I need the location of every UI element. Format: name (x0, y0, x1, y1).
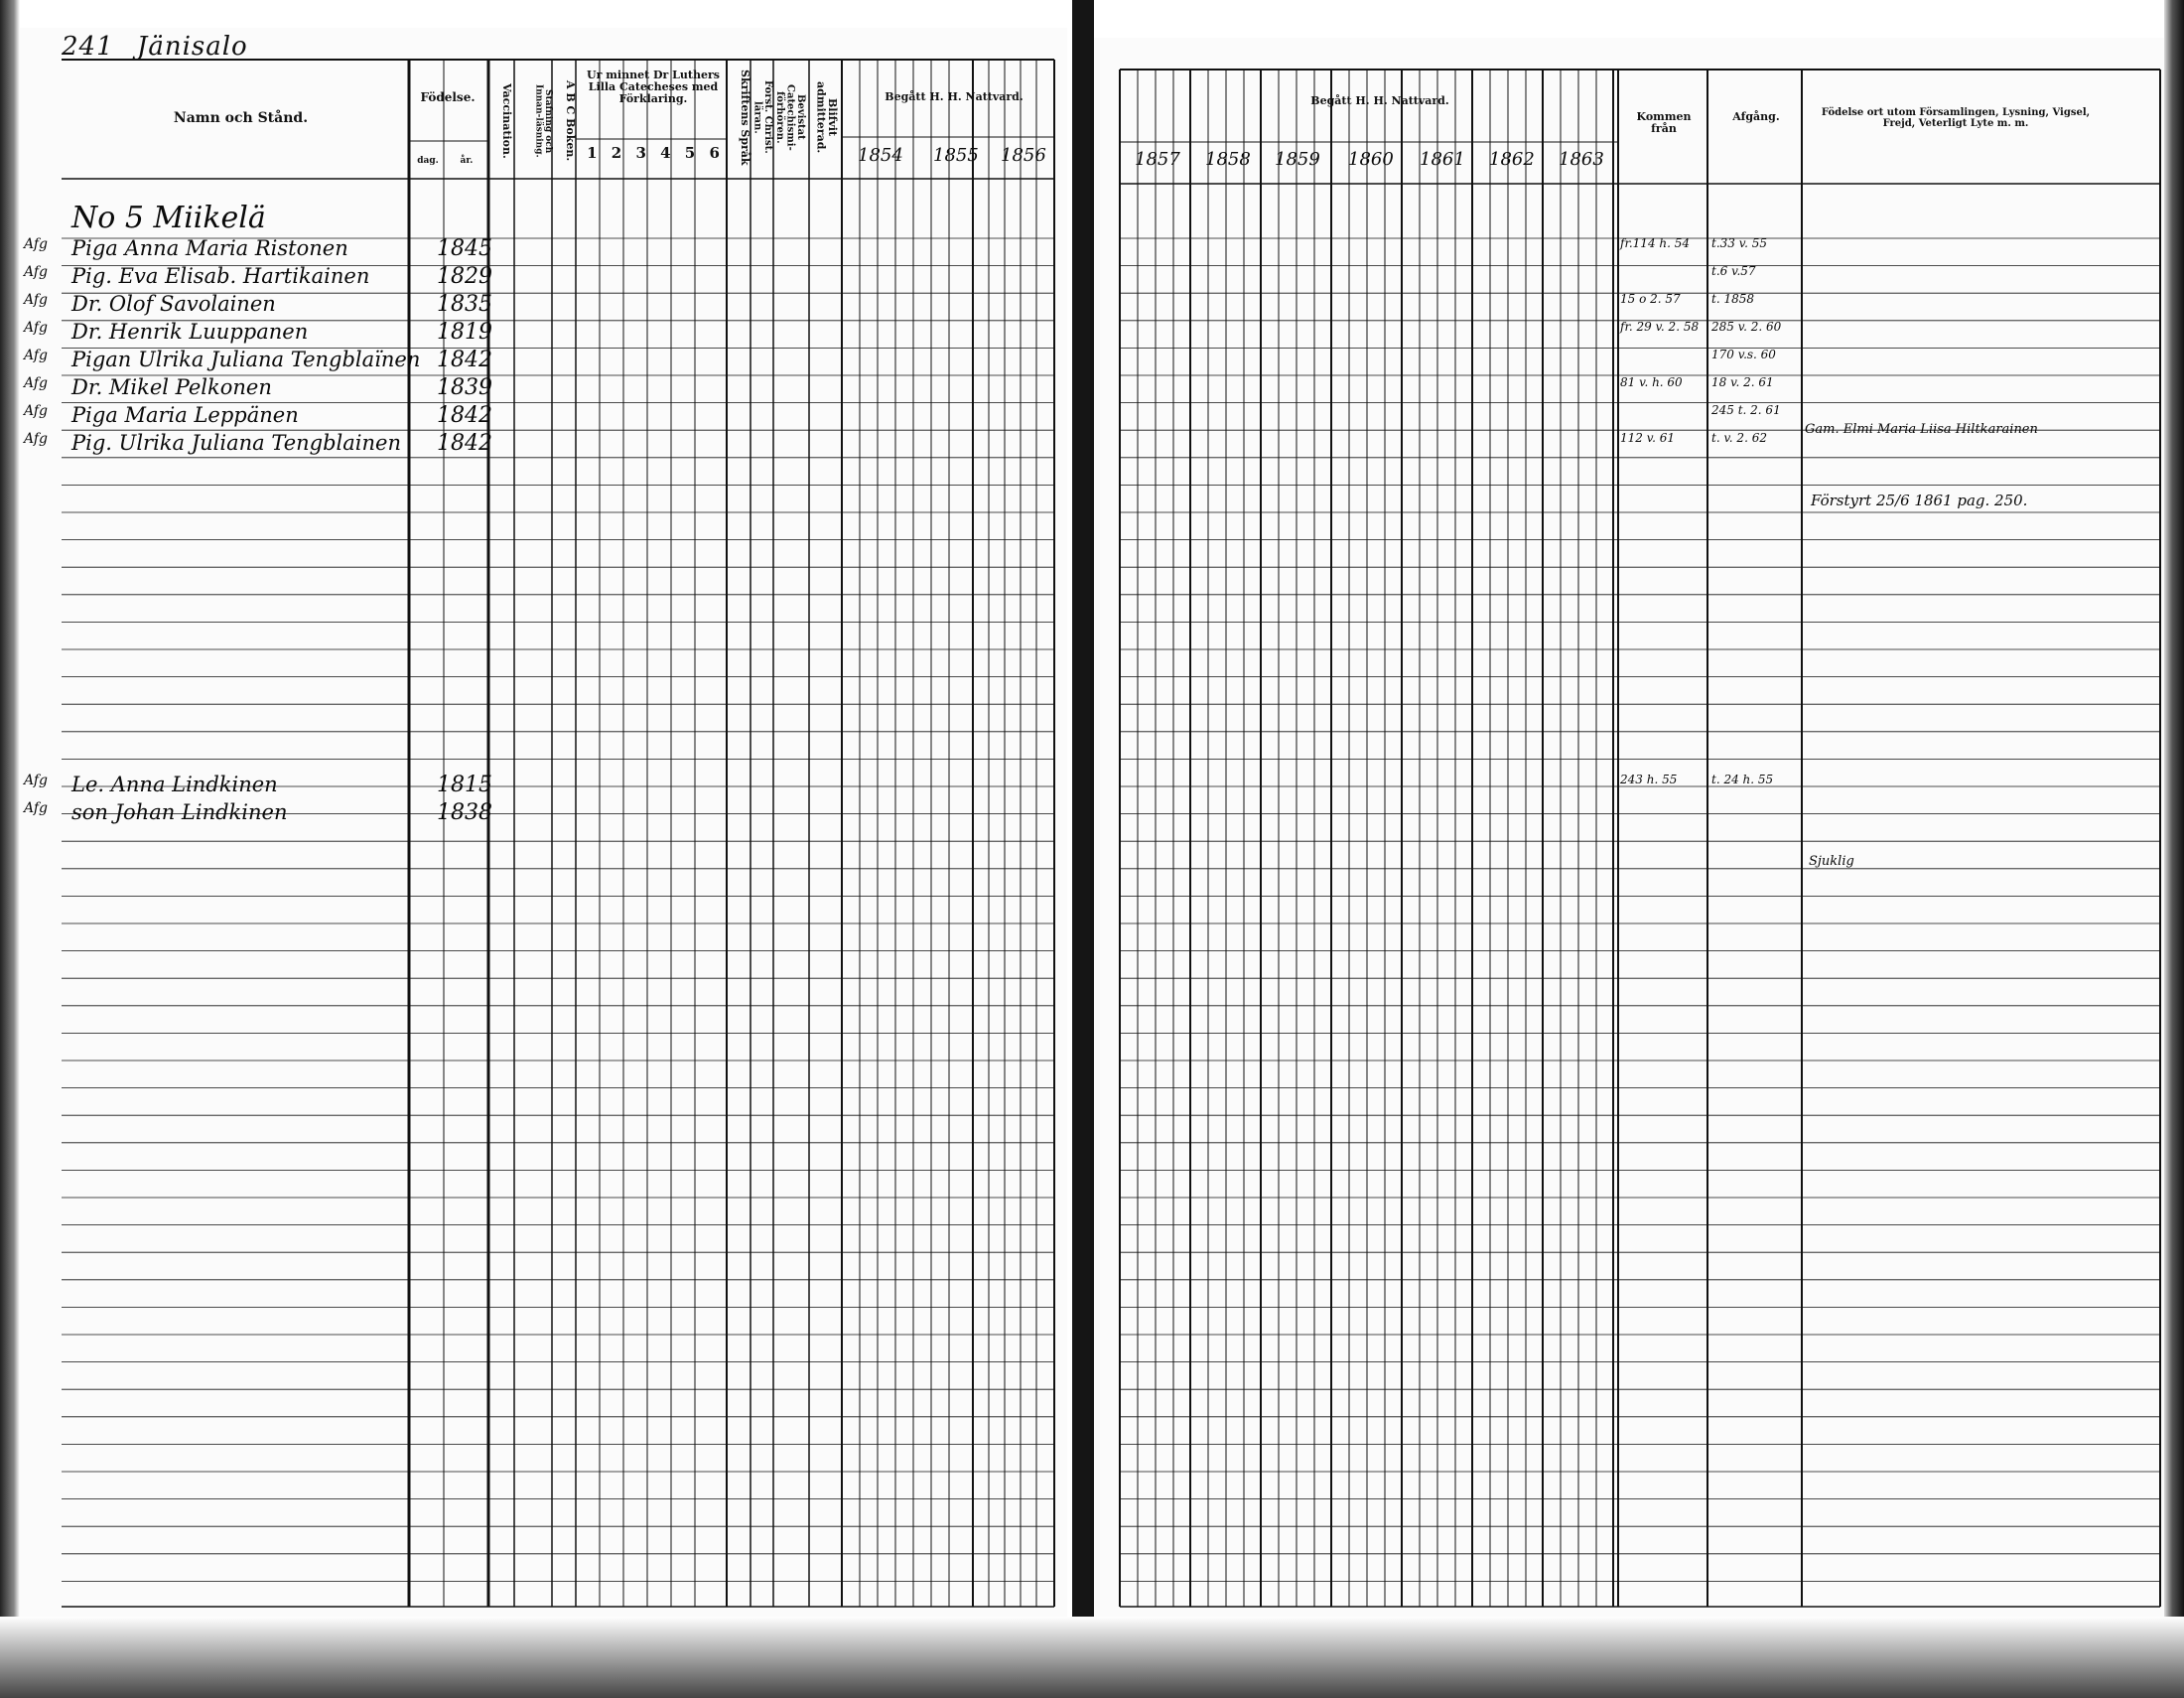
arrived-from: fr. 29 v. 2. 58 (1620, 320, 1700, 334)
catechism-number: 2 (611, 144, 622, 162)
year-label: 1854 (858, 145, 903, 166)
header-arrived-from: Kommen från (1636, 110, 1692, 136)
page-number: 241 (62, 32, 114, 62)
header-vaccination: Vaccination. (500, 83, 513, 159)
birth-year: 1815 (437, 773, 492, 797)
person-name: Dr. Henrik Luuppanen (71, 320, 309, 344)
household-title: No 5 Miikelä (71, 201, 266, 235)
header-birth-day: dag. (417, 156, 439, 166)
arrived-from: 243 h. 55 (1620, 773, 1678, 786)
header-birth: Födelse. (420, 90, 476, 104)
catechism-number: 3 (635, 144, 646, 162)
header-scripture: Skriftens Språk (739, 69, 751, 166)
person-name: Piga Maria Leppänen (71, 403, 299, 427)
header-catechism-hearings: Bevistat Catechismi-förhören. (774, 83, 806, 151)
year-label: 1856 (1001, 145, 1046, 166)
row-mark: Afg (24, 773, 49, 788)
person-name: Le. Anna Lindkinen (71, 773, 278, 796)
row-mark: Afg (24, 800, 49, 816)
person-name: Dr. Olof Savolainen (71, 292, 276, 316)
catechism-number: 1 (587, 144, 598, 162)
catechism-number: 4 (660, 144, 671, 162)
person-name: son Johan Lindkinen (71, 800, 288, 824)
birth-year: 1819 (437, 320, 492, 345)
year-label: 1863 (1559, 149, 1604, 170)
header-remarks: Födelse ort utom Församlingen, Lysning, Vigsel, Frejd, Veterligt Lyte m. m. (1821, 107, 2091, 129)
remark-text: Sjuklig (1809, 854, 1854, 869)
catechism-number-row (580, 145, 727, 169)
catechism-number: 6 (709, 144, 720, 162)
person-name: Pig. Eva Elisab. Hartikainen (71, 264, 370, 288)
year-label: 1859 (1275, 149, 1320, 170)
departed-date: t. v. 2. 62 (1711, 431, 1767, 445)
arrived-from: fr.114 h. 54 (1620, 236, 1691, 250)
birth-year: 1842 (437, 348, 492, 372)
row-mark: Afg (24, 320, 49, 336)
row-mark: Afg (24, 236, 49, 252)
header-christendom: Först. Christ. läran. (751, 80, 773, 154)
header-catechism: Ur minnet Dr Luthers Lilla Catecheses med Förklaring. (587, 69, 720, 106)
row-mark: Afg (24, 375, 49, 391)
birth-year: 1845 (437, 236, 492, 261)
remark-text: Gam. Elmi Maria Liisa Hiltkarainen (1805, 422, 2038, 437)
departed-date: 285 v. 2. 60 (1711, 320, 1782, 334)
departed-date: 170 v.s. 60 (1711, 348, 1776, 361)
header-abc-book: A B C Boken. (564, 80, 577, 162)
arrived-from: 81 v. h. 60 (1620, 375, 1683, 389)
year-label: 1858 (1205, 149, 1251, 170)
birth-year: 1842 (437, 431, 492, 456)
birth-year: 1838 (437, 800, 492, 825)
header-communion-left: Begått H. H. Nattvard. (885, 90, 1024, 103)
departed-date: t.33 v. 55 (1711, 236, 1767, 250)
place-name: Jänisalo (136, 32, 248, 62)
birth-year: 1829 (437, 264, 492, 289)
catechism-number: 5 (684, 144, 696, 162)
departed-date: t.6 v.57 (1711, 264, 1756, 278)
row-mark: Afg (24, 292, 49, 308)
year-label: 1862 (1489, 149, 1535, 170)
year-label: 1857 (1135, 149, 1180, 170)
header-admitted: Blifvit admitterad. (814, 80, 839, 154)
arrived-from: 15 o 2. 57 (1620, 292, 1681, 306)
page-number-line (62, 32, 248, 62)
person-name: Pigan Ulrika Juliana Tengblaïnen (71, 348, 421, 371)
row-mark: Afg (24, 264, 49, 280)
person-name: Pig. Ulrika Juliana Tengblainen (71, 431, 401, 455)
header-communion-right: Begått H. H. Nattvard. (1310, 94, 1449, 107)
row-mark: Afg (24, 431, 49, 447)
departed-date: t. 1858 (1711, 292, 1754, 306)
header-birth-year: år. (460, 156, 474, 166)
departed-date: 245 t. 2. 61 (1711, 403, 1781, 417)
header-departed: Afgång. (1732, 110, 1780, 123)
departed-date: 18 v. 2. 61 (1711, 375, 1774, 389)
birth-year: 1835 (437, 292, 492, 317)
year-label: 1861 (1420, 149, 1465, 170)
birth-year: 1842 (437, 403, 492, 428)
header-reading: Stafning och Innan-läsning. (533, 84, 553, 158)
person-name: Piga Anna Maria Ristonen (71, 236, 348, 260)
year-label: 1860 (1348, 149, 1394, 170)
arrived-from: 112 v. 61 (1620, 431, 1675, 445)
year-label: 1855 (933, 145, 979, 166)
person-name: Dr. Mikel Pelkonen (71, 375, 272, 399)
departed-date: t. 24 h. 55 (1711, 773, 1774, 786)
remark-text: Förstyrt 25/6 1861 pag. 250. (1811, 492, 2028, 509)
header-name-and-status: Namn och Stånd. (173, 110, 309, 126)
row-mark: Afg (24, 403, 49, 419)
row-mark: Afg (24, 348, 49, 363)
birth-year: 1839 (437, 375, 492, 400)
